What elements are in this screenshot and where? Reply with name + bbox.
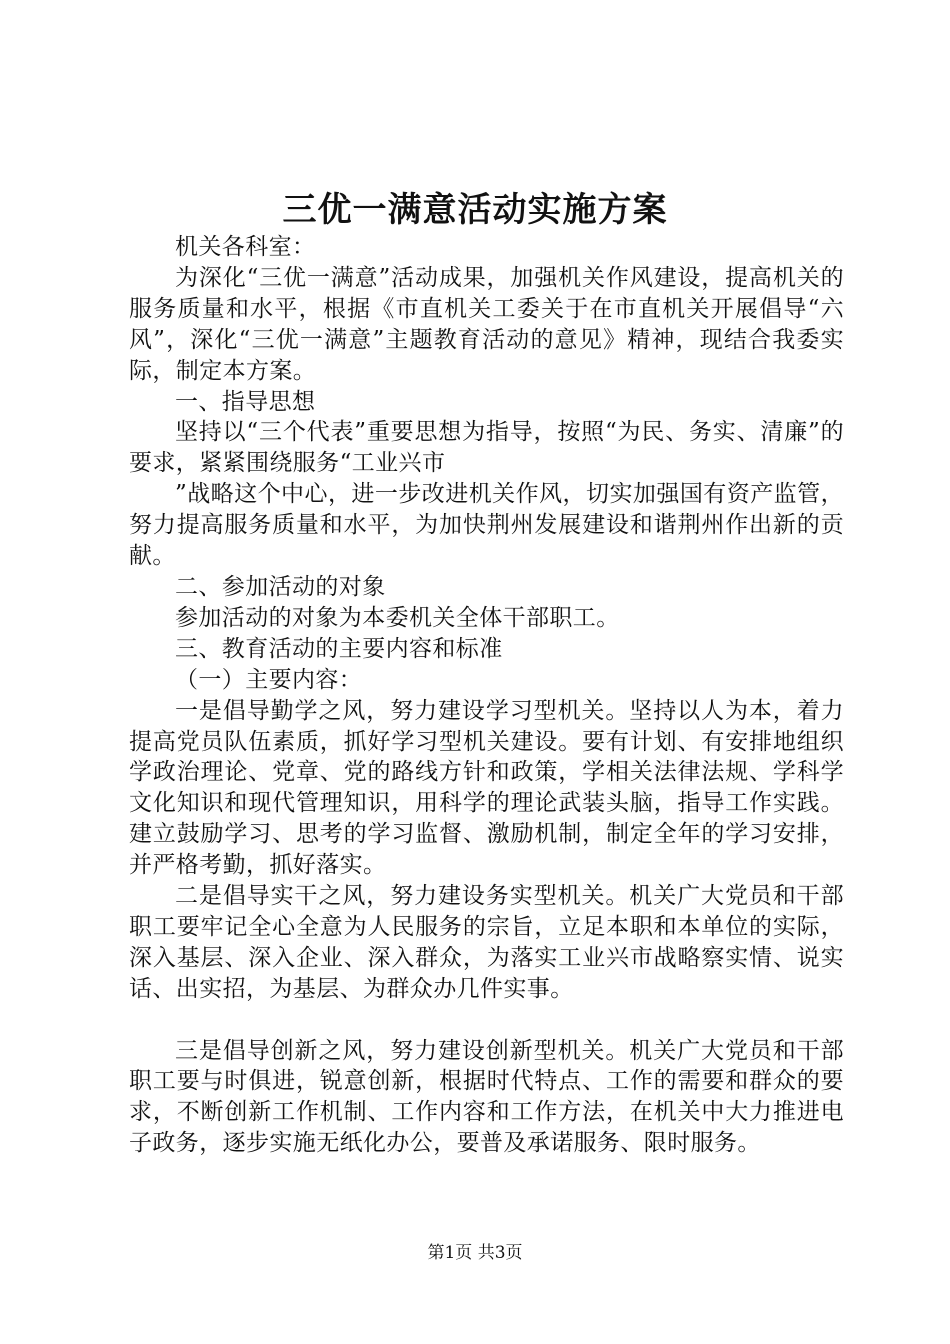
- section-heading-guiding-ideology: 一、指导思想: [175, 388, 316, 415]
- page-number: 第1页 共3页: [427, 1243, 523, 1263]
- guiding-ideology-paragraph-2: ”战略这个中心，进一步改进机关作风，切实加强国有资产监管，努力提高服务质量和水平，为加快荆州发展建设和谐荆州作出新的贡献。: [129, 481, 844, 570]
- content-item-1: 一是倡导勤学之风，努力建设学习型机关。坚持以人为本，着力提高党员队伍素质，抓好学习型机关建设。要有计划、有安排地组织学政治理论、党章、党的路线方针和政策，学相关法律法规、学科学文化知识和现代管理知识，用科学的理论武装头脑，指导工作实践。建立鼓励学习、思考的学习监督、激励机制，制定全年的学习安排，并严格考勤，抓好落实。: [129, 697, 844, 879]
- document-title: 三优一满意活动实施方案: [282, 190, 668, 230]
- section-heading-participants: 二、参加活动的对象: [175, 573, 386, 600]
- intro-paragraph: 为深化“三优一满意”活动成果，加强机关作风建设，提高机关的服务质量和水平，根据《市直机关工委关于在市直机关开展倡导“六风”，深化“三优一满意”主题教育活动的意见》精神，现结合我委实际，制定本方案。: [129, 264, 844, 384]
- content-item-3: 三是倡导创新之风，努力建设创新型机关。机关广大党员和干部职工要与时俱进，锐意创新，根据时代特点、工作的需要和群众的要求，不断创新工作机制、工作内容和工作方法，在机关中大力推进电子政务，逐步实施无纸化办公，要普及承诺服务、限时服务。: [129, 1037, 844, 1157]
- section-heading-content-standards: 三、教育活动的主要内容和标准: [175, 635, 503, 662]
- salutation: 机关各科室：: [175, 234, 316, 260]
- document-body: [129, 232, 844, 1159]
- participants-paragraph: 参加活动的对象为本委机关全体干部职工。: [175, 604, 620, 631]
- subsection-heading-main-content: （一）主要内容：: [175, 666, 363, 693]
- guiding-ideology-paragraph-1: 坚持以“三个代表”重要思想为指导，按照“为民、务实、清廉”的要求，紧紧围绕服务“工业兴市: [129, 419, 844, 477]
- content-item-2: 二是倡导实干之风，努力建设务实型机关。机关广大党员和干部职工要牢记全心全意为人民服务的宗旨，立足本职和本单位的实际，深入基层、深入企业、深入群众，为落实工业兴市战略察实情、说实话、出实招，为基层、为群众办几件实事。: [129, 883, 844, 1002]
